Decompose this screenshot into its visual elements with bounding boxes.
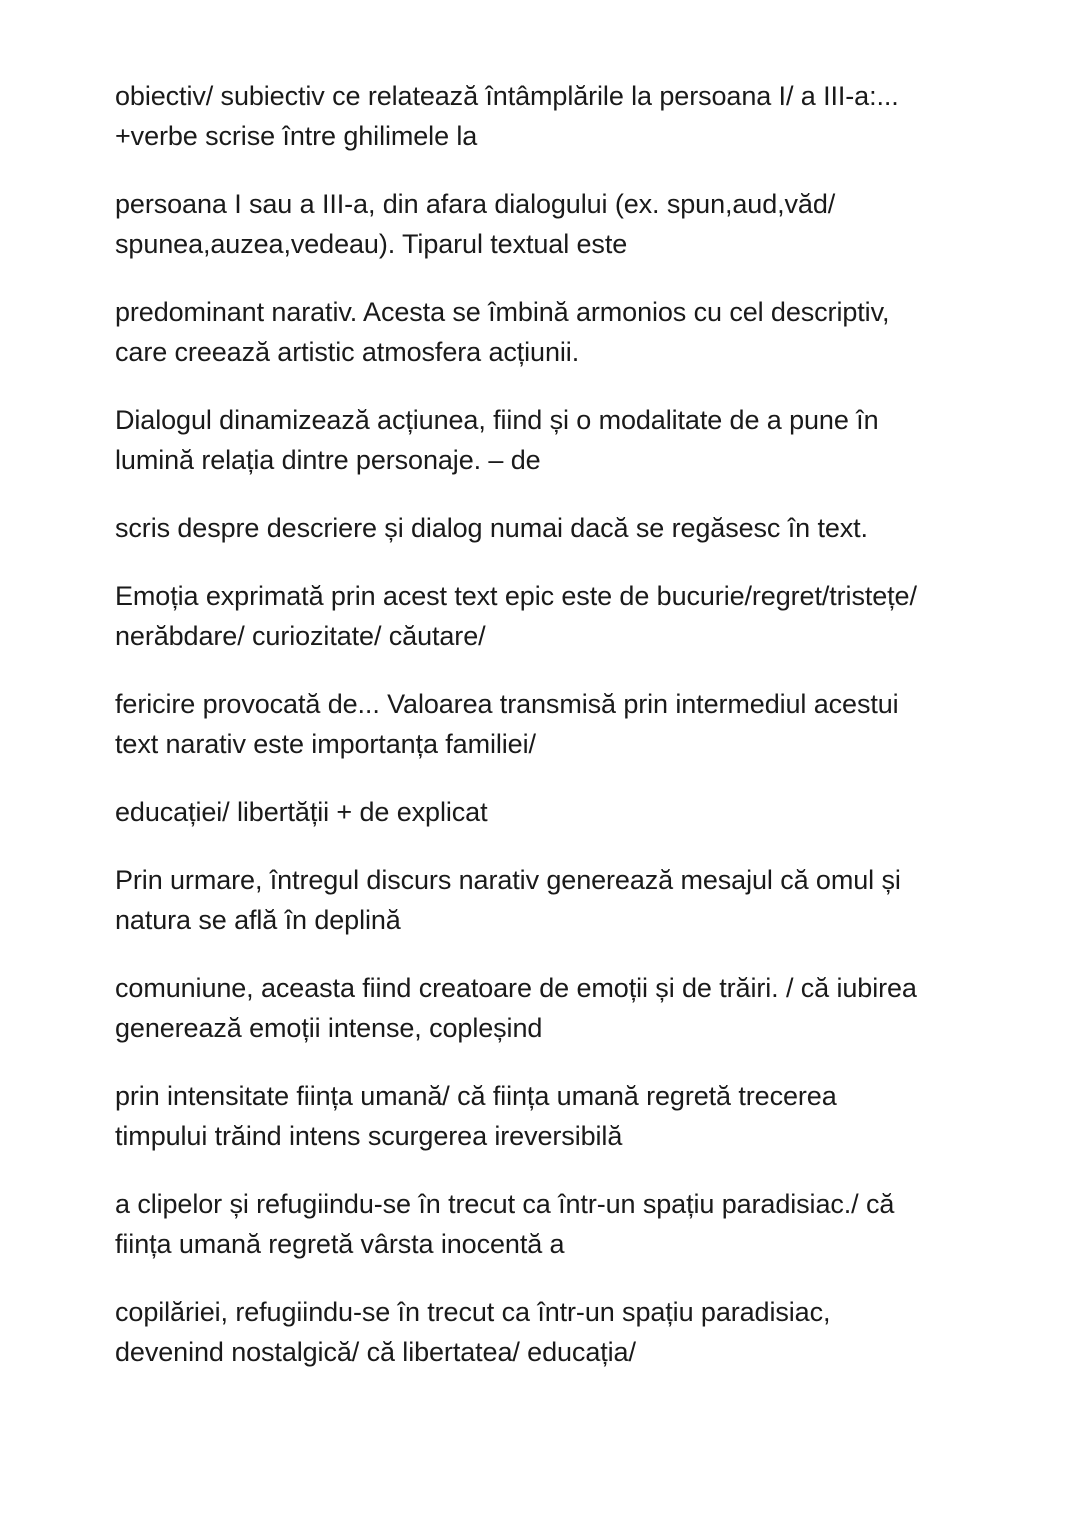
paragraph-3 [115, 292, 975, 372]
text-line: generează emoții intense, copleșind [115, 1013, 543, 1043]
text-line: natura se află în deplină [115, 905, 401, 935]
text-line: persoana I sau a III-a, din afara dialogului (ex. spun,aud,văd/ [115, 189, 836, 219]
paragraph-7 [115, 684, 975, 764]
text-line: care creează artistic atmosfera acțiunii. [115, 337, 580, 367]
paragraph-4 [115, 400, 975, 480]
text-line: Prin urmare, întregul discurs narativ generează mesajul că omul și [115, 865, 901, 895]
paragraph-11 [115, 1076, 975, 1156]
text-line: obiectiv/ subiectiv ce relatează întâmplările la persoana I/ a III-a:... [115, 81, 899, 111]
text-line: lumină relația dintre personaje. – de [115, 445, 541, 475]
text-line: spunea,auzea,vedeau). Tiparul textual este [115, 229, 628, 259]
paragraph-8 [115, 792, 975, 832]
paragraph-12 [115, 1184, 975, 1264]
paragraph-9 [115, 860, 975, 940]
text-line: comuniune, aceasta fiind creatoare de emoții și de trăiri. / că iubirea [115, 973, 917, 1003]
paragraph-13 [115, 1292, 975, 1372]
text-line: timpului trăind intens scurgerea ireversibilă [115, 1121, 623, 1151]
text-line: copilăriei, refugiindu-se în trecut ca într-un spațiu paradisiac, [115, 1297, 831, 1327]
text-line: devenind nostalgică/ că libertatea/ educația/ [115, 1337, 636, 1367]
paragraph-2 [115, 184, 975, 264]
document-page [115, 76, 975, 1400]
text-line: text narativ este importanța familiei/ [115, 729, 536, 759]
text-line: educației/ libertății + de explicat [115, 797, 488, 827]
text-line: prin intensitate ființa umană/ că ființa umană regretă trecerea [115, 1081, 837, 1111]
text-line: Emoția exprimată prin acest text epic este de bucurie/regret/tristețe/ [115, 581, 917, 611]
text-line: Dialogul dinamizează acțiunea, fiind și o modalitate de a pune în [115, 405, 879, 435]
paragraph-5 [115, 508, 975, 548]
text-line: scris despre descriere și dialog numai dacă se regăsesc în text. [115, 513, 868, 543]
text-line: +verbe scrise între ghilimele la [115, 121, 478, 151]
paragraph-10 [115, 968, 975, 1048]
text-line: a clipelor și refugiindu-se în trecut ca într-un spațiu paradisiac./ că [115, 1189, 895, 1219]
text-line: ființa umană regretă vârsta inocentă a [115, 1229, 565, 1259]
paragraph-6 [115, 576, 975, 656]
text-line: predominant narativ. Acesta se îmbină armonios cu cel descriptiv, [115, 297, 890, 327]
text-line: fericire provocată de... Valoarea transmisă prin intermediul acestui [115, 689, 899, 719]
paragraph-1 [115, 76, 975, 156]
text-line: nerăbdare/ curiozitate/ căutare/ [115, 621, 486, 651]
